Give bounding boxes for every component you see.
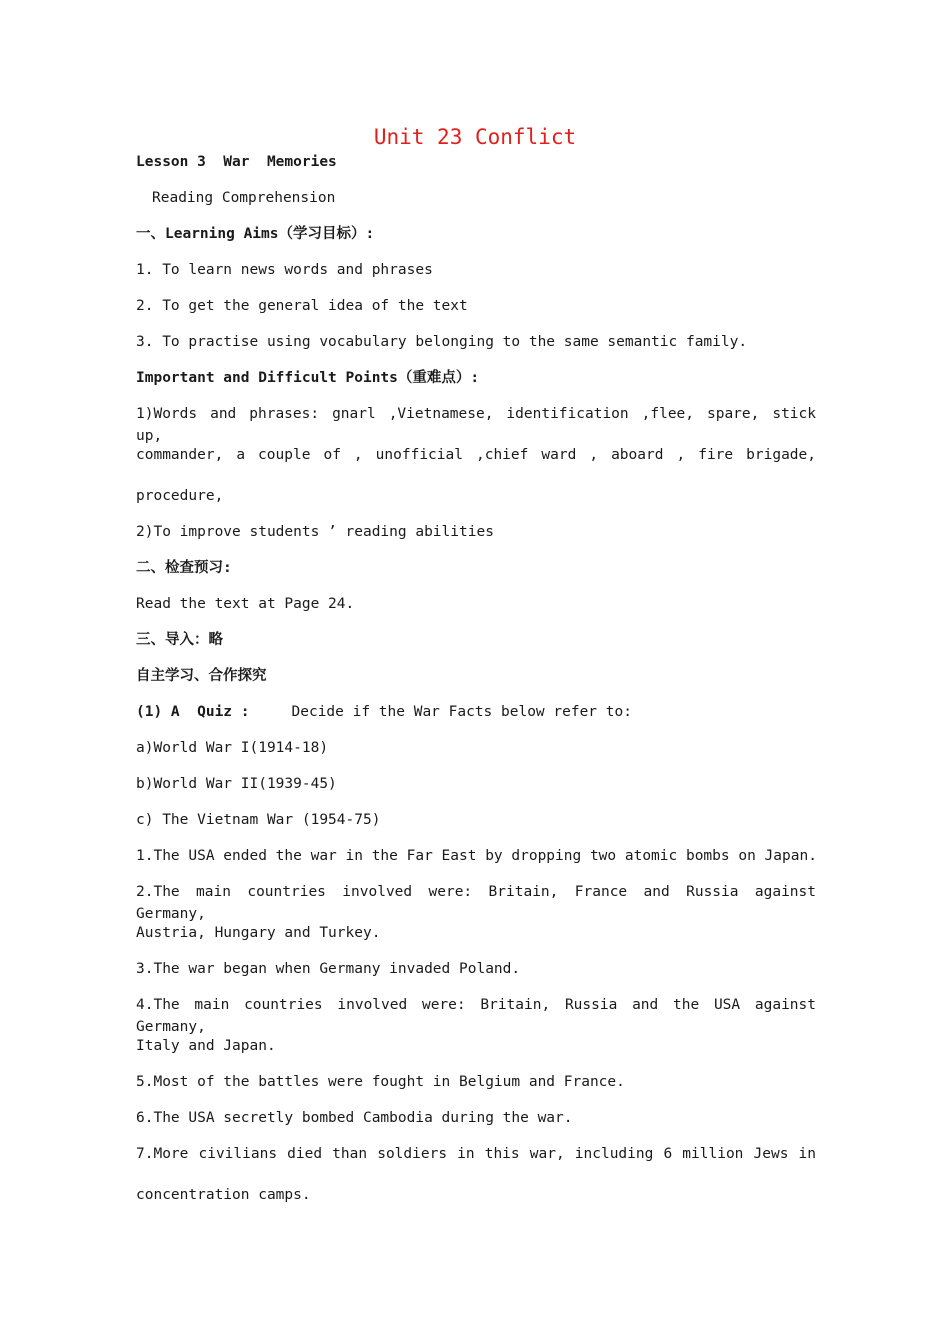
points-words-line-2: commander, a couple of , unofficial ,chief ward , aboard , fire brigade, xyxy=(136,447,816,463)
option-a: a)World War I(1914-18) xyxy=(136,740,329,756)
quiz-instruction: Decide if the War Facts below refer to: xyxy=(291,704,632,720)
aim-item-2: 2. To get the general idea of the text xyxy=(136,298,468,314)
fact-1: 1.The USA ended the war in the Far East by dropping two atomic bombs on Japan. xyxy=(136,848,817,864)
preview-text: Read the text at Page 24. xyxy=(136,596,355,612)
intro-heading: 三、导入：略 xyxy=(136,632,223,648)
quiz-label: (1) A Quiz : xyxy=(136,704,250,720)
fact-6: 6.The USA secretly bombed Cambodia during the war. xyxy=(136,1110,573,1126)
option-b: b)World War II(1939-45) xyxy=(136,776,337,792)
study-heading: 自主学习、合作探究 xyxy=(136,668,267,684)
points-item-2: 2)To improve students ’ reading abilities xyxy=(136,524,494,540)
fact-5: 5.Most of the battles were fought in Belgium and France. xyxy=(136,1074,625,1090)
quiz-line xyxy=(136,701,816,723)
subtitle: Reading Comprehension xyxy=(152,190,336,206)
lesson-title: Lesson 3 War Memories xyxy=(136,154,337,170)
aim-item-1: 1. To learn news words and phrases xyxy=(136,262,433,278)
fact-2-line-1: 2.The main countries involved were: Britain, France and Russia against Germany, xyxy=(136,884,816,922)
fact-7-line-1: 7.More civilians died than soldiers in this war, including 6 million Jews in xyxy=(136,1146,816,1162)
points-words-line-3: procedure, xyxy=(136,488,224,504)
fact-7-line-2: concentration camps. xyxy=(136,1187,311,1203)
fact-4-line-1: 4.The main countries involved were: Britain, Russia and the USA against Germany, xyxy=(136,997,816,1035)
option-c: c) The Vietnam War (1954-75) xyxy=(136,812,381,828)
unit-title: Unit 23 Conflict xyxy=(373,125,577,149)
points-words-line-1: 1)Words and phrases: gnarl ,Vietnamese, identification ,flee, spare, stick up, xyxy=(136,406,816,444)
aim-item-3: 3. To practise using vocabulary belonging to the same semantic family. xyxy=(136,334,748,350)
preview-heading: 二、检查预习: xyxy=(136,560,232,576)
points-heading: Important and Difficult Points（重难点）: xyxy=(136,370,480,386)
fact-2-line-2: Austria, Hungary and Turkey. xyxy=(136,925,381,941)
aims-heading: 一、Learning Aims（学习目标）: xyxy=(136,226,375,242)
fact-4-line-2: Italy and Japan. xyxy=(136,1038,276,1054)
fact-3: 3.The war began when Germany invaded Poland. xyxy=(136,961,521,977)
